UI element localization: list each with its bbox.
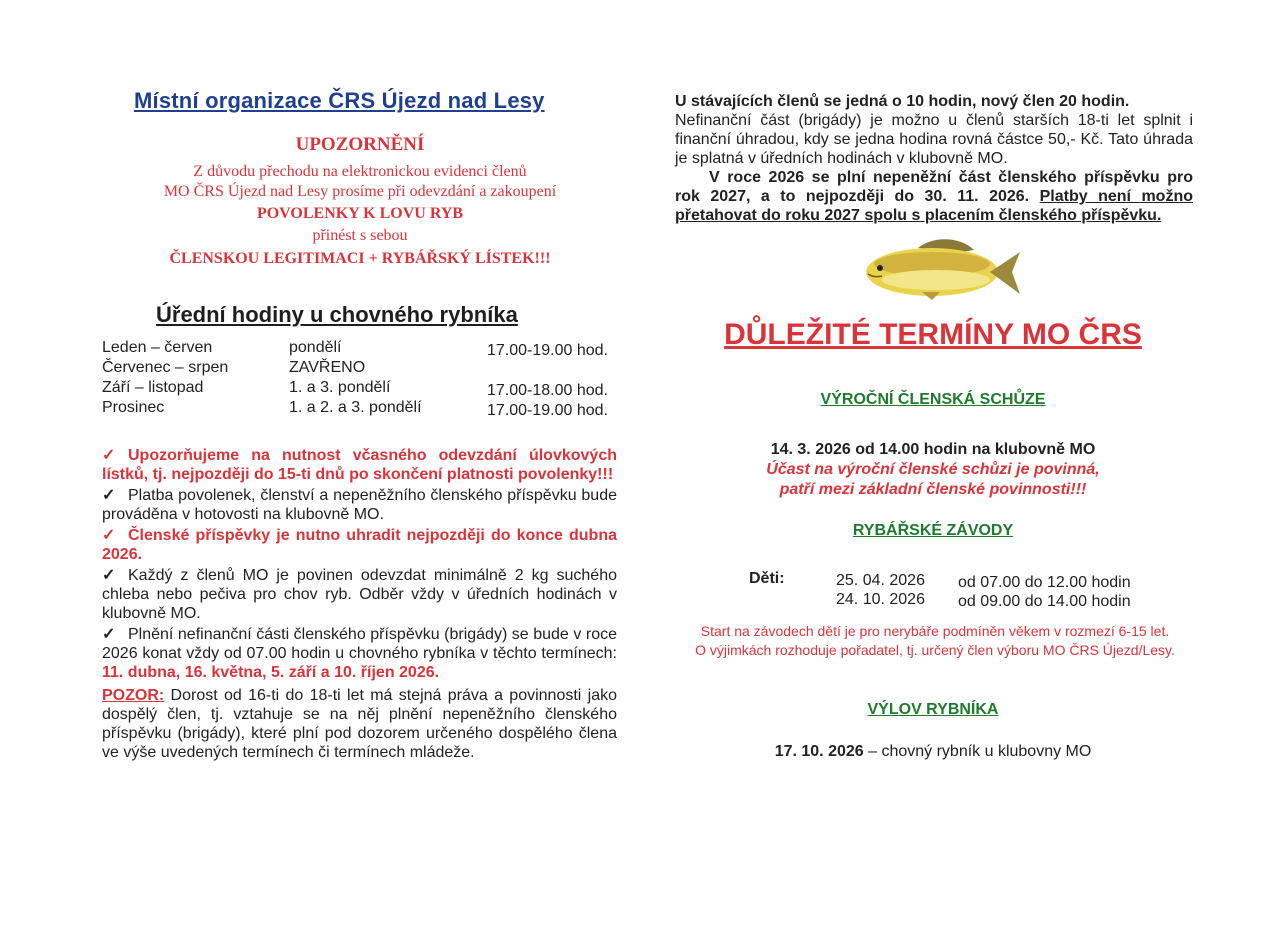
hours-time: 17.00-19.00 hod. xyxy=(487,342,608,359)
brigade-dates: 11. dubna, 16. května, 5. září a 10. říjen 2026. xyxy=(102,664,440,681)
contest-time: od 09.00 do 14.00 hodin xyxy=(958,593,1131,610)
checkmark-icon: ✓ xyxy=(102,626,116,643)
annual-meeting-info xyxy=(690,440,1176,500)
brigade-info xyxy=(675,92,1193,225)
carp-fish-image xyxy=(862,234,1022,300)
important-dates-title: DŮLEŽITÉ TERMÍNY MO ČRS xyxy=(724,318,1142,351)
hours-day: 1. a 3. pondělí xyxy=(289,379,391,396)
annual-meeting-note: patří mezi základní členské povinnosti!!! xyxy=(779,481,1087,498)
hours-period: Červenec – srpen xyxy=(102,359,229,376)
annual-meeting-date: 14. 3. 2026 od 14.00 hodin na klubovně MO xyxy=(770,441,1096,458)
hours-period: Leden – červen xyxy=(102,339,213,356)
kids-label: Děti: xyxy=(749,570,785,587)
list-item: ✓ Plnění nefinanční části členského příspěvku (brigády) se bude v roce 2026 konat vždy od 07.00 hodin u chovného rybníka v těchto termínech: 11. dubna, 16. května, 5. září a 10. říjen 2026. xyxy=(102,626,617,681)
brigade-hours: U stávajících členů se jedná o 10 hodin, nový člen 20 hodin. xyxy=(675,93,1130,110)
hours-day: ZAVŘENO xyxy=(289,359,366,376)
notice-bring-items: ČLENSKOU LEGITIMACI + RYBÁŘSKÝ LÍSTEK!!! xyxy=(169,250,551,267)
pond-harvest-heading: VÝLOV RYBNÍKA xyxy=(867,701,999,718)
brigade-financial: Nefinanční část (brigády) je možno u členů starších 18-ti let splnit i finanční úhradou, kdy se jedna hodina rovná částce 50,- Kč. Tato úhrada je splatná v úředních hodinách v klubovně MO. xyxy=(675,112,1193,167)
pozor-label: POZOR: xyxy=(102,687,165,704)
checkmark-icon: ✓ xyxy=(102,487,116,504)
fishing-contest-heading: RYBÁŘSKÉ ZÁVODY xyxy=(852,522,1014,539)
pond-harvest-location: – chovný rybník u klubovny MO xyxy=(863,743,1092,760)
organization-title: Místní organizace ČRS Újezd nad Lesy xyxy=(134,88,545,113)
hours-day: 1. a 2. a 3. pondělí xyxy=(289,399,422,416)
table-row xyxy=(102,398,622,418)
brigade-deadline: V roce 2026 se plní nepeněžní část členského příspěvku pro rok 2027, a to nejpozději do 30. 11. 2026. Platby není možno přetahovat do roku 2027 spolu s placením členského příspěvku. xyxy=(675,169,1194,224)
annual-meeting-note: Účast na výroční členské schůzi je povinná, xyxy=(766,461,1100,478)
contest-time: od 07.00 do 12.00 hodin xyxy=(958,574,1131,591)
pond-harvest-date: 17. 10. 2026 xyxy=(774,743,864,760)
notice-heading: UPOZORNĚNÍ xyxy=(295,134,425,155)
list-item: ✓ Platba povolenek, členství a nepeněžního členského příspěvku bude prováděna v hotovosti na klubovně MO. xyxy=(102,487,617,523)
hours-time: 17.00-19.00 hod. xyxy=(487,402,608,419)
annual-meeting-heading: VÝROČNÍ ČLENSKÁ SCHŮZE xyxy=(820,391,1046,408)
checkmark-icon: ✓ xyxy=(102,527,116,544)
notice-line: Z důvodu přechodu na elektronickou evidenci členů xyxy=(193,163,527,180)
table-row xyxy=(102,378,622,398)
list-item: ✓ Členské příspěvky je nutno uhradit nejpozději do konce dubna 2026. xyxy=(102,527,617,563)
list-item: ✓ Upozorňujeme na nutnost včasného odevzdání úlovkových lístků, tj. nejpozději do 15-ti dnů po skončení platnosti povolenky!!! xyxy=(102,447,617,483)
office-hours-title: Úřední hodiny u chovného rybníka xyxy=(156,302,518,327)
office-hours-table xyxy=(102,338,622,418)
contest-row xyxy=(836,571,1131,591)
checkmark-icon: ✓ xyxy=(102,447,116,464)
pozor-paragraph: POZOR: Dorost od 16-ti do 18-ti let má stejná práva a povinnosti jako dospělý člen, tj. vztahuje se na něj plnění nepeněžního členského příspěvku (brigády), které plní pod dozorem určeného dospělého člena ve výše uvedených termínech či termínech mládeže. xyxy=(102,687,617,761)
contest-note: Start na závodech dětí je pro nerybáře podmíněn věkem v rozmezí 6-15 let. O výjimkách rozhoduje pořadatel, tj. určený člen výboru MO ČRS Újezd/Lesy. xyxy=(695,623,1175,658)
hours-period: Září – listopad xyxy=(102,379,204,396)
brigade-warning: Platby není možno přetahovat do roku 2027 spolu s placením členského příspěvku. xyxy=(675,188,1194,224)
checkmark-icon: ✓ xyxy=(102,567,116,584)
hours-time: 17.00-18.00 hod. xyxy=(487,382,608,399)
notice-line: přinést s sebou xyxy=(312,227,408,244)
notice-permit: POVOLENKY K LOVU RYB xyxy=(256,205,464,222)
pond-harvest-info xyxy=(690,743,1176,761)
table-row xyxy=(102,338,622,358)
notice-line: MO ČRS Újezd nad Lesy prosíme při odevzdání a zakoupení xyxy=(163,183,557,200)
contest-row xyxy=(836,590,1131,610)
contest-date: 24. 10. 2026 xyxy=(836,591,925,608)
rules-list xyxy=(102,446,617,762)
table-row xyxy=(102,358,622,378)
notice-block xyxy=(100,134,620,272)
list-item: ✓ Každý z členů MO je povinen odevzdat minimálně 2 kg suchého chleba nebo pečiva pro chov ryb. Odběr vždy v úředních hodinách v klubovně MO. xyxy=(102,567,617,622)
contest-date: 25. 04. 2026 xyxy=(836,572,925,589)
hours-period: Prosinec xyxy=(102,399,165,416)
contest-list xyxy=(836,571,1131,610)
hours-day: pondělí xyxy=(289,339,342,356)
